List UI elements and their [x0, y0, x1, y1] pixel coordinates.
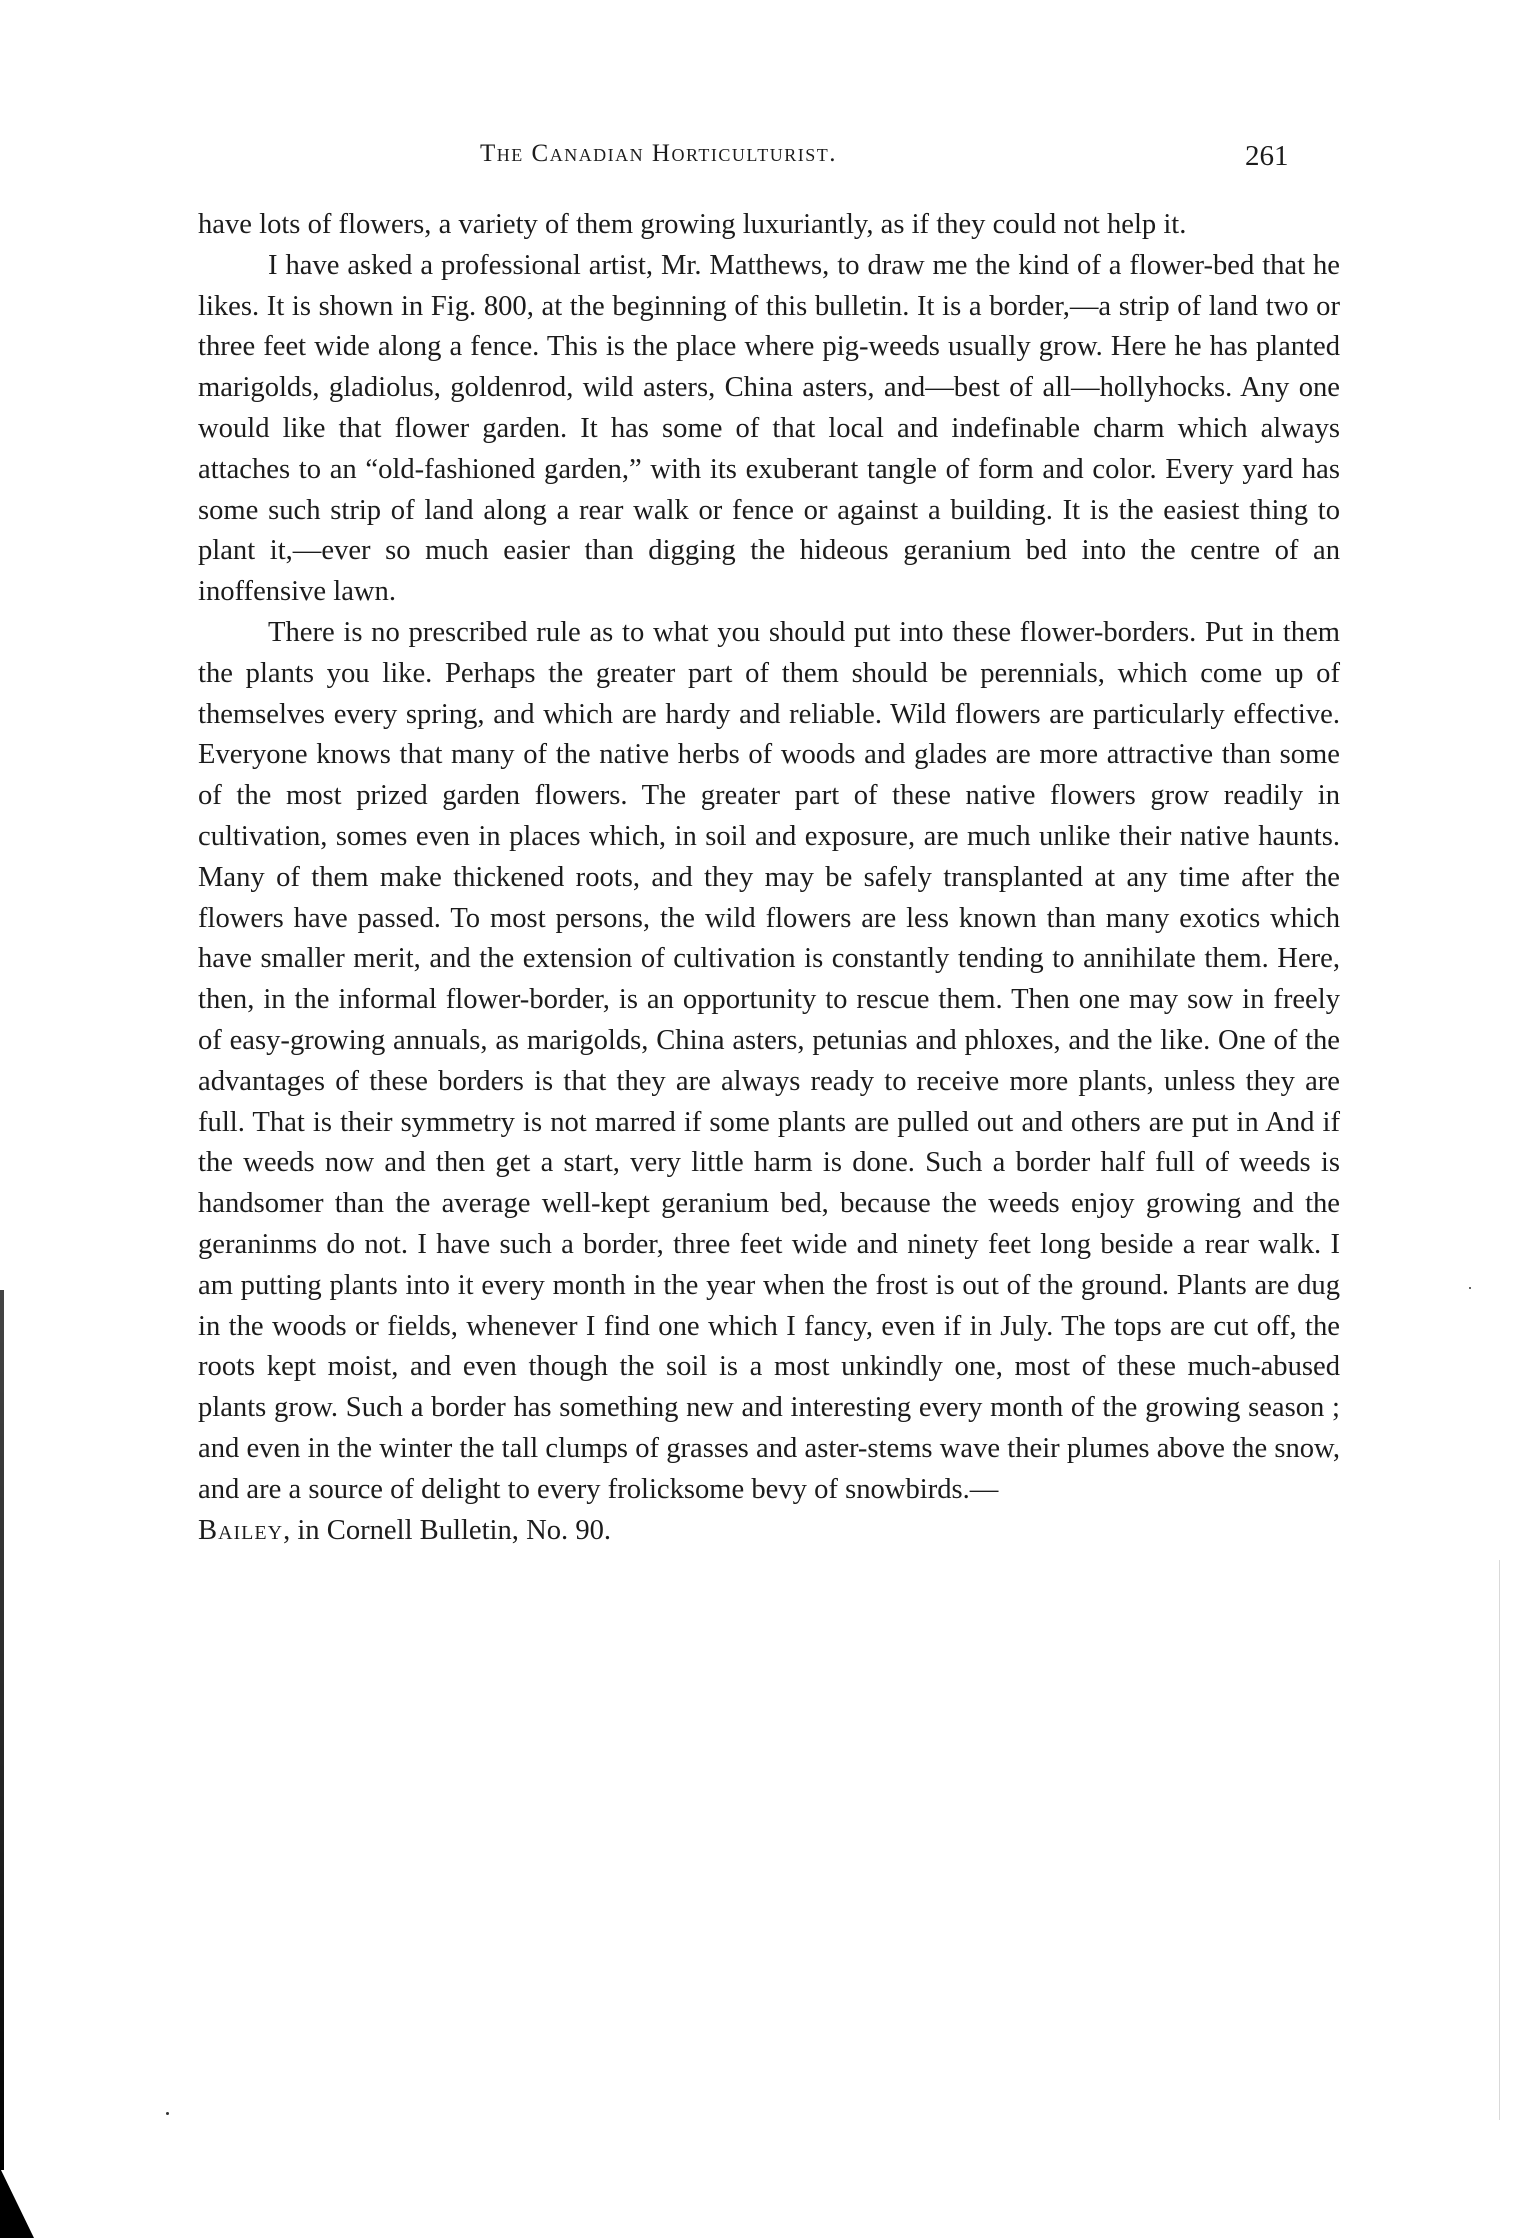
running-title: The Canadian Horticulturist. [480, 140, 837, 167]
paragraph-continuation: have lots of flowers, a variety of them growing luxuriantly, as if they could not help it. [198, 209, 1187, 240]
running-head [0, 140, 1520, 180]
paragraph-planting-advice: There is no prescribed rule as to what you should put into these flower-borders. Put in them the plants you like. Perhaps the greater part of them should be perennials, which come up of themselves every spring, and which are hardy and reliable. Wild flowers are particularly effective. Everyone knows that many of the native herbs of woods and glades are more attractive than some of the most prized garden flowers. The greater part of these native flowers grow readily in cultivation, somes even in places which, in soil and exposure, are much unlike their native haunts. Many of them make thickened roots, and they may be safely transplanted at any time after the flowers have passed. To most persons, the wild flowers are less known than many exotics which have smaller merit, and the extension of cultivation is constantly tending to annihilate them. Here, then, in the informal flower-border, is an opportunity to rescue them. Then one may sow in freely of easy-growing annuals, as marigolds, China asters, petunias and phloxes, and the like. One of the advantages of these borders is that they are always ready to receive more plants, unless they are full. That is their symmetry is not marred if some plants are pulled out and others are put in And if the weeds now and then get a start, very little harm is done. Such a border half full of weeds is handsomer than the average well-kept geranium bed, because the weeds enjoy growing and the geraninms do not. I have such a border, three feet wide and ninety feet long beside a rear walk. I am putting plants into it every month in the year when the frost is out of the ground. Plants are dug in the woods or fields, whenever I find one which I fancy, even if in July. The tops are cut off, the roots kept moist, and even though the soil is a most unkindly one, most of these much-abused plants grow. Such a border has something new and interesting every month of the growing season ; and even in the winter the tall clumps of grasses and aster-stems wave their plumes above the snow, and are a source of delight to every frolicksome bevy of snowbirds.— [198, 616, 1340, 1505]
scan-corner-shadow [0, 2168, 34, 2238]
page-number: 261 [1245, 140, 1289, 172]
article-body [198, 205, 1340, 1551]
citation-source: , in Cornell Bulletin, No. 90. [283, 1514, 612, 1546]
paragraph-border-description: I have asked a professional artist, Mr. Matthews, to draw me the kind of a flower-bed that he likes. It is shown in Fig. 800, at the beginning of this bulletin. It is a border,—a strip of land two or three feet wide along a fence. This is the place where pig-weeds usually grow. Here he has planted marigolds, gladiolus, goldenrod, wild asters, China asters, and—best of all—hollyhocks. Any one would like that flower garden. It has some of that local and indefinable charm which always attaches to an “old-fashioned garden,” with its exuberant tangle of form and color. Every yard has some such strip of land along a rear walk or fence or against a building. It is the easiest thing to plant it,—ever so much easier than digging the hideous geranium bed into the centre of an inoffensive lawn. [198, 249, 1340, 608]
scan-edge-shadow [0, 1290, 4, 2170]
scan-speck [1469, 1287, 1471, 1289]
author-signature [198, 1511, 1340, 1552]
scan-speck [166, 2112, 169, 2115]
author-name: Bailey [198, 1514, 284, 1546]
scan-edge-mark [1499, 1560, 1500, 2120]
